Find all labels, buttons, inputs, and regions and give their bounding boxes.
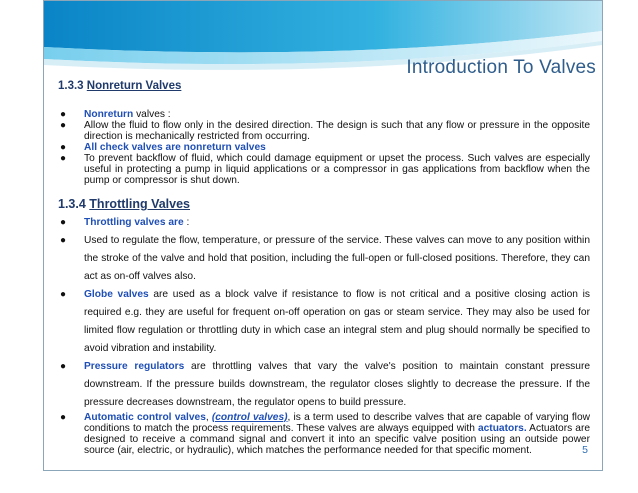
slide-title: Introduction To Valves xyxy=(406,57,596,78)
list-item: ● Nonreturn valves : xyxy=(60,109,171,120)
section-title: Nonreturn Valves xyxy=(86,80,182,92)
list-item: ● Allow the fluid to flow only in the desired direction. The design is such that any flow or pressure in the opposite direction is mechanically restricted from occurring. xyxy=(60,120,590,142)
list-item: ● Pressure regulators are throttling valves that vary the valve's position to maintain constant pressure downstream. If the pressure builds downstream, the regulator closes slightly to decrease the pressure. If the pressure decreases downstream, the regulator opens to build pressure. xyxy=(60,361,590,408)
list-item: ● Used to regulate the flow, temperature, or pressure of the service. These valves can move to any position within the stroke of the valve and hold that position, including the full-open or full-closed positions. Therefore, they can act as on-off valves also. xyxy=(60,235,590,282)
throttling-list xyxy=(58,214,590,412)
list-item: ● Globe valves are used as a block valve if resistance to flow is not critical and a positive closing action is required e.g. they are useful for frequent on-off operation on gas or steam service. They may also be used for limited flow regulation or throttling duty in which case an integral stem and plug should normally be specified to avoid vibration and instability. xyxy=(60,289,590,354)
list-item: ● Automatic control valves, (control valves), is a term used to describe valves that are capable of varying flow conditions to match the process requirements. These valves are always equipped with actuators. Actuators are designed to receive a command signal and convert it into an specific valve position using an outside power source (air, electric, or hydraulic), which matches the performance needed for that specific moment. xyxy=(60,412,591,456)
page-number: 5 xyxy=(582,444,588,456)
throttling-list-last xyxy=(58,412,590,456)
section-title: Throttling Valves xyxy=(89,197,191,211)
slide xyxy=(43,0,603,471)
nonreturn-list xyxy=(58,109,590,186)
list-item: ● All check valves are nonreturn valves xyxy=(60,142,266,153)
list-item: ● To prevent backflow of fluid, which could damage equipment or upset the process. Such valves are especially useful in protecting a pump in liquid applications or a compressor in gas applications from backflow when the pump or compressor is shut down. xyxy=(60,153,590,186)
list-item: ● Throttling valves are : xyxy=(60,217,190,228)
section-heading-nonreturn xyxy=(58,81,590,92)
slide-content xyxy=(58,81,590,456)
section-number: 1.3.3 xyxy=(58,80,84,92)
section-heading-throttling xyxy=(58,199,590,210)
section-number: 1.3.4 xyxy=(58,197,86,211)
